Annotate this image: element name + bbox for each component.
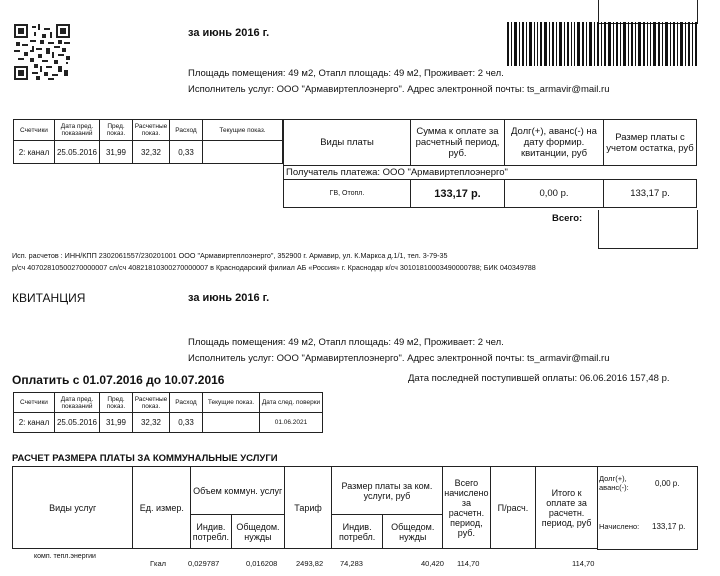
receipt-area-line: Площадь помещения: 49 м2, Отапл площадь: 49 м2, Проживает: 2 чел.: [188, 337, 504, 348]
calc-title: РАСЧЕТ РАЗМЕРА ПЛАТЫ ЗА КОММУНАЛЬНЫЕ УСЛУГИ: [12, 453, 278, 464]
meter-cell: 25.05.2016: [55, 141, 100, 164]
barcode: [507, 22, 697, 66]
calc-h-recalc: П/расч.: [490, 467, 536, 549]
period-title: за июнь 2016 г.: [188, 27, 270, 39]
calc-table: [12, 466, 598, 549]
calc-total: 114,70: [572, 559, 595, 568]
meter2-header: Расход: [170, 393, 203, 413]
meter2-cell: [203, 413, 260, 433]
calc-h-services: Виды услуг: [13, 467, 133, 549]
receipt-provider-line: Исполнитель услуг: ООО "Армавиртеплоэнерго". Адрес электронной почты: ts_armavir@mail.ru: [188, 353, 610, 364]
calc-amt-common: 40,420: [421, 559, 444, 568]
meter-header: Текущие показ.: [203, 120, 283, 141]
side-accrued-value: 133,17 р.: [652, 522, 686, 531]
calc-h-vol-common: Общедом. нужды: [231, 515, 285, 549]
pay-header: Долг(+), аванс(-) на дату формир. квитанции, руб: [505, 120, 604, 166]
requisites-line-2: р/сч 40702810500270000007 сл/сч 40821810300270000007 в Краснодарский филиал АБ «Россия» г. Краснодар к/сч 30101810003490000788; БИК 040349788: [12, 263, 536, 272]
pay-by-date: Оплатить с 01.07.2016 до 10.07.2016: [12, 373, 225, 387]
total-label: Всего:: [552, 213, 583, 224]
provider-line: Исполнитель услуг: ООО "Армавиртеплоэнерго". Адрес электронной почты: ts_armavir@mail.ru: [188, 84, 610, 95]
calc-vol-common: 0,016208: [246, 559, 278, 568]
pay-debt: 0,00 р.: [505, 180, 604, 208]
calc-accrued: 114,70: [457, 559, 480, 568]
meter2-header: Дата пред. показаний: [55, 393, 100, 413]
meter-cell: 31,99: [100, 141, 133, 164]
calc-h-amt-ind: Индив. потребл.: [331, 515, 383, 549]
meter-table: [13, 119, 283, 164]
meter2-cell: 25.05.2016: [55, 413, 100, 433]
meter2-cell: 01.06.2021: [260, 413, 323, 433]
meter2-cell: 32,32: [133, 413, 170, 433]
last-payment: Дата последней поступившей оплаты: 06.06.2016 157,48 р.: [408, 373, 670, 384]
meter-header: Счетчики: [14, 120, 55, 141]
calc-tariff: 2493,82: [296, 559, 324, 568]
calc-unit: Гкал: [150, 559, 167, 568]
pay-total: 133,17 р.: [604, 180, 697, 208]
calc-h-tariff: Тариф: [285, 467, 332, 549]
calc-h-amt-common: Общедом. нужды: [383, 515, 443, 549]
calc-h-total: Итого к оплате за расчетн. период, руб: [536, 467, 598, 549]
side-debt-value: 0,00 р.: [655, 479, 680, 488]
signature-box: [598, 0, 698, 24]
area-line: Площадь помещения: 49 м2, Отапл площадь: 49 м2, Проживает: 2 чел.: [188, 68, 504, 79]
pay-header: Виды платы: [284, 120, 411, 166]
side-summary: [597, 466, 698, 550]
total-box: [598, 210, 698, 249]
calc-h-amount: Размер платы за ком. услуги, руб: [331, 467, 442, 515]
receipt-period: за июнь 2016 г.: [188, 292, 270, 304]
meter-cell: 0,33: [170, 141, 203, 164]
calc-h-unit: Ед. измер.: [133, 467, 191, 549]
meter-header: Пред. показ.: [100, 120, 133, 141]
meter-cell: 2: канал: [14, 141, 55, 164]
pay-amount: 133,17 р.: [411, 180, 505, 208]
pay-table: [283, 119, 697, 208]
meter-cell: 32,32: [133, 141, 170, 164]
meter2-cell: 31,99: [100, 413, 133, 433]
meter2-header: Счетчики: [14, 393, 55, 413]
qr-code: [14, 24, 70, 80]
meter2-header: Расчетные показ.: [133, 393, 170, 413]
calc-h-vol-ind: Индив. потребл.: [191, 515, 231, 549]
requisites-line-1: Исп. расчетов : ИНН/КПП 2302061557/230201001 ООО "Армавиртеплоэнерго", 352900 г. Армавир, ул. К.Маркса д.1/1, тел. 3-79-35: [12, 251, 448, 260]
meter2-cell: 2: канал: [14, 413, 55, 433]
calc-vol-ind: 0,029787: [188, 559, 220, 568]
meter-cell: [203, 141, 283, 164]
side-accrued-label: Начислено:: [599, 522, 640, 531]
side-debt-label: Долг(+), аванс(-):: [599, 474, 629, 492]
meter-header: Дата пред. показаний: [55, 120, 100, 141]
meter-table-2: [13, 392, 323, 433]
calc-h-accrued: Всего начислено за расчетн. период, руб.: [443, 467, 491, 549]
pay-header: Размер платы с учетом остатка, руб: [604, 120, 697, 166]
calc-amt-ind: 74,283: [340, 559, 363, 568]
meter-header: Расчетные показ.: [133, 120, 170, 141]
calc-service: комп. тепл.энергии: [34, 553, 96, 560]
meter2-cell: 0,33: [170, 413, 203, 433]
meter2-header: Пред. показ.: [100, 393, 133, 413]
meter2-header: Текущие показ.: [203, 393, 260, 413]
recipient: Получатель платежа: ООО "Армавиртеплоэнерго": [284, 166, 697, 180]
calc-h-volume: Объем коммун. услуг: [191, 467, 285, 515]
pay-service: ГВ, Отопл.: [284, 180, 411, 208]
meter2-header: Дата след. поверки: [260, 393, 323, 413]
pay-header: Сумма к оплате за расчетный период, руб.: [411, 120, 505, 166]
receipt-title: КВИТАНЦИЯ: [12, 291, 86, 305]
meter-header: Расход: [170, 120, 203, 141]
